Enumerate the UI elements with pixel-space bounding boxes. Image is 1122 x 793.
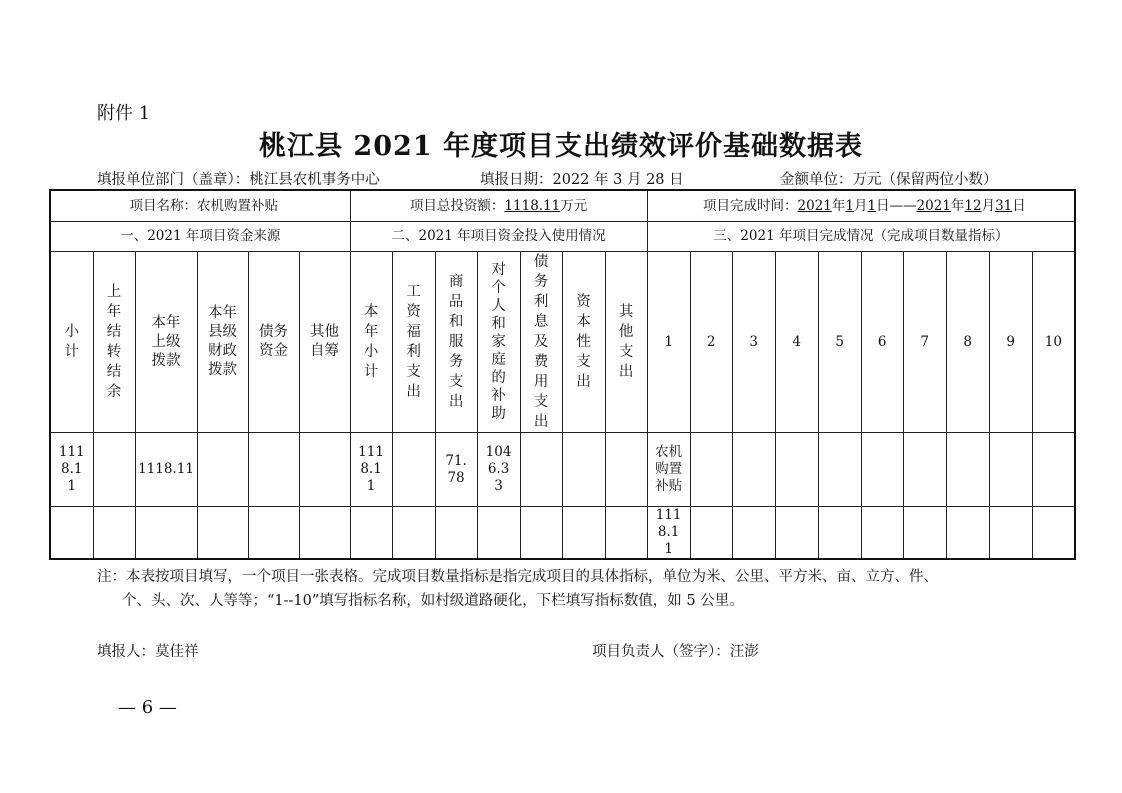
start-day: 1 bbox=[867, 197, 877, 214]
cell-indicator-4-name bbox=[775, 433, 818, 507]
start-month-suffix: 月 bbox=[853, 197, 868, 214]
reporting-unit: 填报单位部门（盖章）：桃江县农机事务中心 bbox=[97, 172, 380, 188]
project-name: 项目名称：农机购置补贴 bbox=[129, 197, 279, 214]
col-indicator-1: 1 bbox=[647, 252, 690, 433]
col-indicator-4: 4 bbox=[775, 252, 818, 433]
completion-time-label: 项目完成时间： bbox=[702, 197, 798, 214]
col-indicator-3: 3 bbox=[732, 252, 775, 433]
cell-indicator-7-name bbox=[903, 433, 946, 507]
cell-indicator-2-name bbox=[690, 433, 732, 507]
cell-wages bbox=[392, 433, 435, 507]
cell-indicator-10-name bbox=[1032, 433, 1075, 507]
col-indicator-2: 2 bbox=[690, 252, 732, 433]
filler-name: 填报人：莫佳祥 bbox=[97, 644, 199, 660]
end-month: 12 bbox=[964, 197, 982, 214]
col-indicator-8: 8 bbox=[946, 252, 989, 433]
col-other: 其他支出 bbox=[605, 252, 647, 433]
start-year-suffix: 年 bbox=[831, 197, 846, 214]
page-number: — 6 — bbox=[118, 697, 177, 718]
cell-indicator-5-name bbox=[818, 433, 861, 507]
cell-year-subtotal: 1118.11 bbox=[350, 433, 392, 507]
col-prior-balance: 上年结转结余 bbox=[93, 252, 135, 433]
cell-subtotal: 1118.11 bbox=[50, 433, 93, 507]
col-subtotal: 小计 bbox=[50, 252, 93, 433]
cell-personal-subsidy: 1046.33 bbox=[477, 433, 520, 507]
cell-goods-services: 71.78 bbox=[435, 433, 477, 507]
col-goods-services: 商品和服务支出 bbox=[435, 252, 477, 433]
reporting-date: 填报日期：2022 年 3 月 28 日 bbox=[480, 172, 684, 188]
col-indicator-9: 9 bbox=[989, 252, 1032, 433]
amount-unit: 金额单位：万元（保留两位小数） bbox=[780, 172, 998, 188]
col-indicator-5: 5 bbox=[818, 252, 861, 433]
completion-time-cell bbox=[647, 190, 1075, 222]
end-year: 2021 bbox=[916, 197, 951, 214]
column-header-row bbox=[50, 252, 1075, 433]
start-month: 1 bbox=[845, 197, 854, 214]
end-day: 31 bbox=[995, 197, 1013, 214]
investment-unit: 万元 bbox=[560, 197, 588, 214]
project-owner: 项目负责人（签字）：汪澎 bbox=[592, 644, 759, 660]
section-funding-usage: 二、2021 年项目资金投入使用情况 bbox=[350, 222, 647, 252]
table-row bbox=[50, 433, 1075, 507]
section-completion: 三、2021 年项目完成情况（完成项目数量指标） bbox=[647, 222, 1075, 252]
col-county-grant: 本年县级财政拨款 bbox=[197, 252, 248, 433]
investment-label: 项目总投资额： bbox=[409, 197, 505, 214]
cell-indicator-3-name bbox=[732, 433, 775, 507]
attachment-label: 附件 1 bbox=[97, 103, 151, 124]
data-table bbox=[49, 189, 1076, 560]
cell-indicator-8-name bbox=[946, 433, 989, 507]
col-year-subtotal: 本年小计 bbox=[350, 252, 392, 433]
cell-prior-balance bbox=[93, 433, 135, 507]
col-capital: 资本性支出 bbox=[562, 252, 605, 433]
cell-indicator-6-name bbox=[861, 433, 903, 507]
col-debt-funds: 债务资金 bbox=[248, 252, 299, 433]
col-indicator-7: 7 bbox=[903, 252, 946, 433]
col-personal-subsidy: 对个人和家庭的补助 bbox=[477, 252, 520, 433]
cell-county-grant bbox=[197, 433, 248, 507]
note-line-2: 个、头、次、人等等；“1--10”填写指标名称，如村级道路硬化，下栏填写指标数值，如 5 公里。 bbox=[122, 593, 744, 609]
cell-self-raised bbox=[299, 433, 350, 507]
section-funding-source: 一、2021 年项目资金来源 bbox=[50, 222, 350, 252]
cell-debt-funds bbox=[248, 433, 299, 507]
col-self-raised: 其他自筹 bbox=[299, 252, 350, 433]
col-debt-interest: 债务利息及费用支出 bbox=[520, 252, 562, 433]
note-line-1: 注：本表按项目填写，一个项目一张表格。完成项目数量指标是指完成项目的具体指标，单位为米、公里、平方米、亩、立方、件、 bbox=[97, 569, 938, 585]
investment-value: 1118.11 bbox=[504, 197, 561, 214]
col-wages: 工资福利支出 bbox=[392, 252, 435, 433]
col-indicator-10: 10 bbox=[1032, 252, 1075, 433]
cell-other bbox=[605, 433, 647, 507]
investment-cell bbox=[350, 190, 647, 222]
col-indicator-6: 6 bbox=[861, 252, 903, 433]
cell-indicator-1-value: 1118.11 bbox=[647, 507, 690, 560]
project-info-row bbox=[50, 190, 1075, 222]
end-day-suffix: 日 bbox=[1012, 197, 1026, 214]
page-title: 桃江县 2021 年度项目支出绩效评价基础数据表 bbox=[259, 131, 863, 162]
project-name-cell bbox=[50, 190, 350, 222]
cell-upper-grant: 1118.11 bbox=[135, 433, 197, 507]
cell-debt-interest bbox=[520, 433, 562, 507]
cell-indicator-9-name bbox=[989, 433, 1032, 507]
end-year-suffix: 年 bbox=[950, 197, 965, 214]
col-upper-grant: 本年上级拨款 bbox=[135, 252, 197, 433]
table-row bbox=[50, 507, 1075, 560]
cell-capital bbox=[562, 433, 605, 507]
end-month-suffix: 月 bbox=[981, 197, 996, 214]
start-year: 2021 bbox=[797, 197, 832, 214]
section-header-row bbox=[50, 222, 1075, 252]
cell-indicator-1-name: 农机购置补贴 bbox=[647, 433, 690, 507]
start-day-suffix: 日—— bbox=[876, 197, 917, 214]
